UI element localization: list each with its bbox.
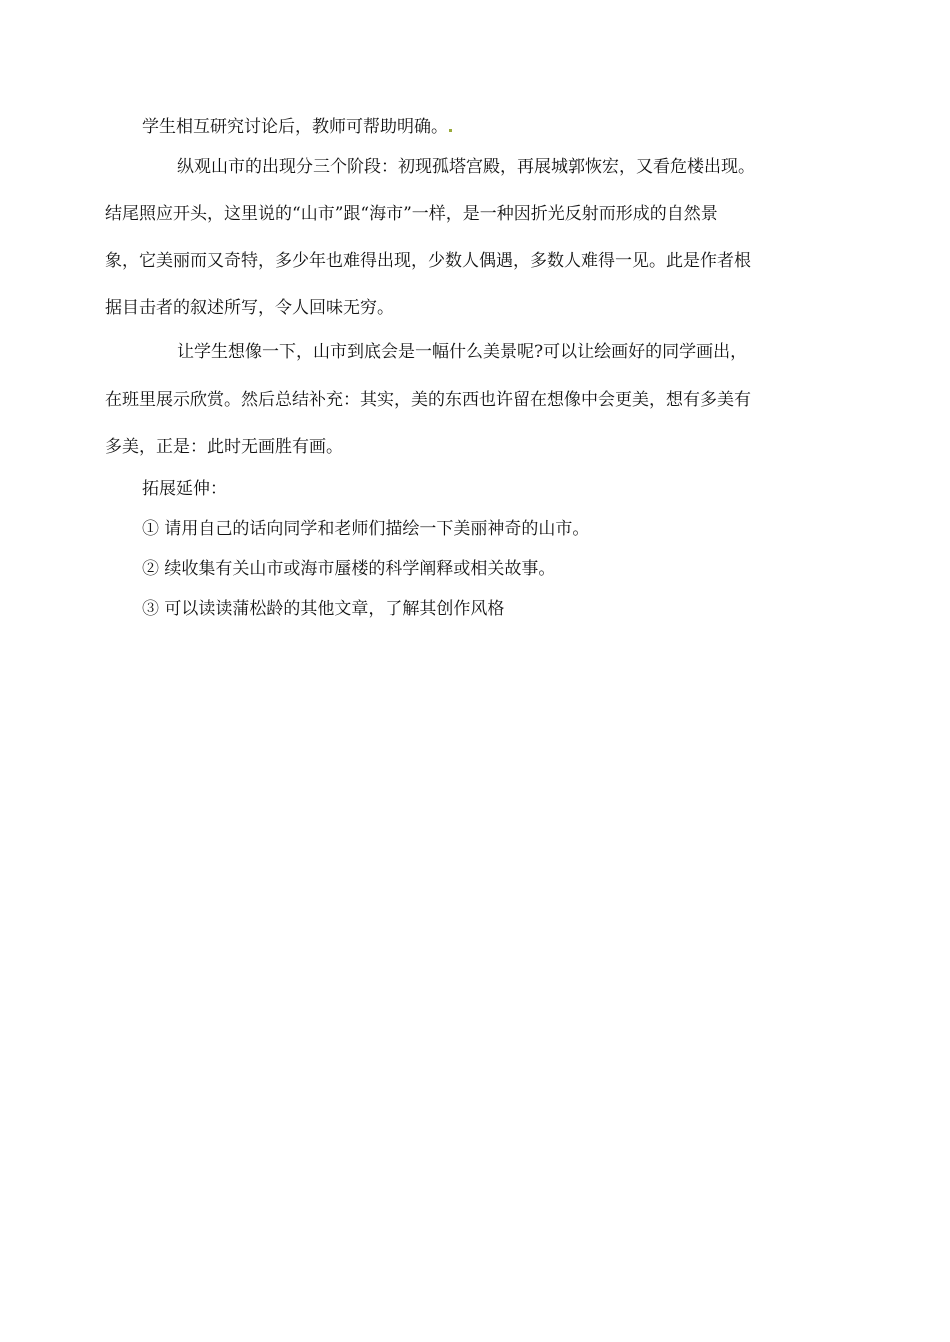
paragraph-text: 拓展延伸： [142, 479, 227, 499]
paragraph-text: 在班里展示欣赏。然后总结补充：其实，美的东西也许留在想像中会更美，想有多美有 [105, 390, 751, 410]
extension-item-2 [142, 558, 555, 581]
paragraph-1-line-1 [142, 116, 453, 139]
paragraph-text: 纵观山市的出现分三个阶段：初现孤塔宫殿，再展城郭恢宏，又看危楼出现。 [177, 157, 755, 177]
paragraph-2-line-3 [105, 250, 751, 273]
paragraph-text: ③ 可以读读蒲松龄的其他文章，了解其创作风格 [142, 599, 505, 619]
paragraph-text: 象，它美丽而又奇特，多少年也难得出现，少数人偶遇，多数人难得一见。此是作者根 [105, 251, 751, 271]
extension-heading [142, 478, 227, 501]
paragraph-text: ① 请用自己的话向同学和老师们描绘一下美丽神奇的山市。 [142, 519, 590, 539]
paragraph-2-line-1 [177, 156, 755, 179]
extension-item-1 [142, 518, 589, 541]
extension-item-3 [142, 598, 504, 621]
paragraph-text: 结尾照应开头，这里说的“山市”跟“海市”一样，是一种因折光反射而形成的自然景 [105, 204, 718, 224]
mark-dot-icon [449, 129, 452, 132]
paragraph-3-line-1 [177, 341, 747, 364]
paragraph-3-line-3 [105, 436, 343, 459]
paragraph-text: ② 续收集有关山市或海市蜃楼的科学阐释或相关故事。 [142, 559, 556, 579]
paragraph-text: 学生相互研究讨论后，教师可帮助明确。 [142, 117, 448, 137]
paragraph-2-line-2 [105, 203, 718, 226]
paragraph-3-line-2 [105, 389, 751, 412]
paragraph-text: 多美，正是：此时无画胜有画。 [105, 437, 343, 457]
paragraph-text: 让学生想像一下，山市到底会是一幅什么美景呢?可以让绘画好的同学画出， [177, 342, 748, 362]
paragraph-2-line-4 [105, 297, 394, 320]
paragraph-text: 据目击者的叙述所写，令人回味无穷。 [105, 298, 394, 318]
